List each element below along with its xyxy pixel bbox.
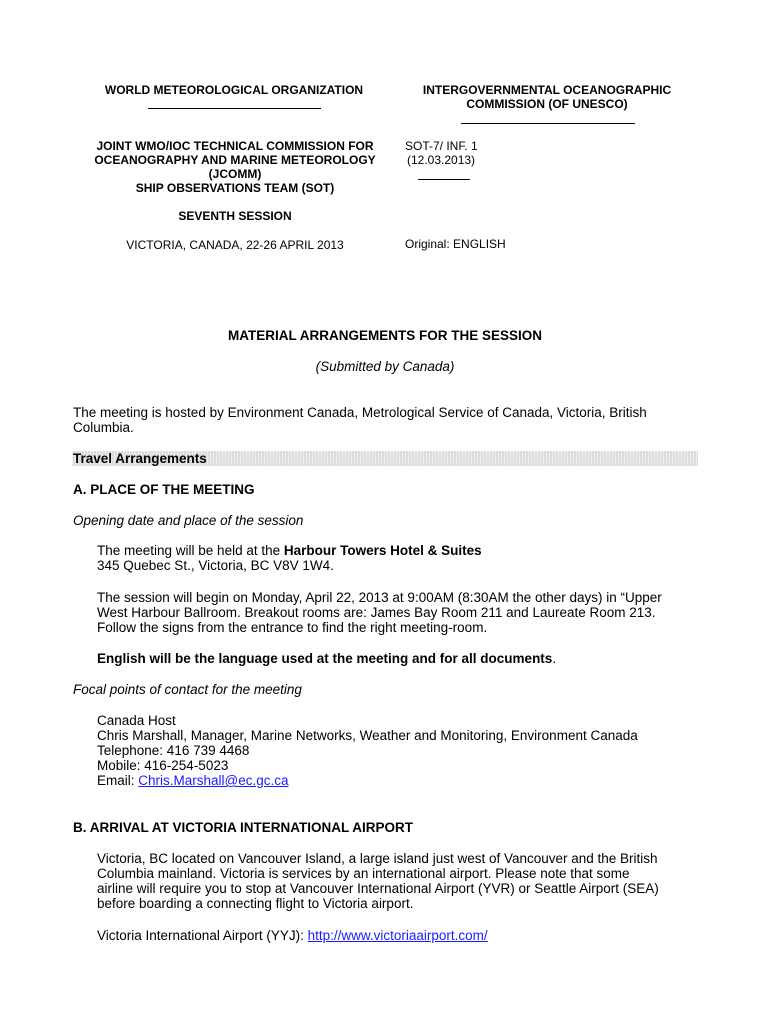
arrival-line-3: airline will require you to stop at Vancouver International Airport (YVR) or Seattle Airport (SEA) — [97, 881, 659, 896]
original-language: Original: ENGLISH — [405, 237, 506, 251]
language-note-end: . — [552, 651, 557, 666]
doc-date: (12.03.2013) — [407, 153, 476, 167]
intro-line-2: Columbia. — [73, 420, 134, 435]
org-right-line1: INTERGOVERNMENTAL OCEANOGRAPHIC — [422, 83, 672, 97]
venue-address: 345 Quebec St., Victoria, BC V8V 1W4. — [97, 558, 334, 573]
intro-line-1: The meeting is hosted by Environment Canada, Metrological Service of Canada, Victoria, British — [73, 405, 647, 420]
airport-line — [97, 928, 488, 943]
contact-name: Chris Marshall, Manager, Marine Networks, Weather and Monitoring, Environment Canada — [97, 728, 638, 743]
arrival-line-2: Columbia mainland. Victoria is services by an international airport. Please note that some — [97, 866, 630, 881]
language-note — [97, 651, 556, 666]
doc-ref-rule — [418, 179, 470, 180]
doc-reference: SOT-7/ INF. 1 — [405, 139, 478, 153]
commission-line-2: OCEANOGRAPHY AND MARINE METEOROLOGY — [94, 153, 376, 167]
contact-role: Canada Host — [97, 713, 176, 728]
session-label: SEVENTH SESSION — [178, 209, 292, 223]
section-a-heading: A. PLACE OF THE MEETING — [73, 482, 255, 497]
airport-url-link[interactable]: http://www.victoriaairport.com/ — [307, 928, 488, 943]
section-b-heading: B. ARRIVAL AT VICTORIA INTERNATIONAL AIRPORT — [73, 820, 413, 835]
org-right-line2: COMMISSION (OF UNESCO) — [466, 97, 628, 111]
travel-arrangements-heading: Travel Arrangements — [73, 451, 207, 466]
schedule-line-1: The session will begin on Monday, April 22, 2013 at 9:00AM (8:30AM the other days) in “Upper — [97, 590, 662, 605]
language-note-text: English will be the language used at the meeting and for all documents — [97, 651, 553, 666]
contact-subheading: Focal points of contact for the meeting — [73, 682, 302, 697]
venue-line — [97, 543, 482, 558]
contact-mobile: Mobile: 416-254-5023 — [97, 758, 229, 773]
org-left-rule — [148, 108, 321, 109]
commission-line-4: SHIP OBSERVATIONS TEAM (SOT) — [135, 181, 335, 195]
section-a-subheading: Opening date and place of the session — [73, 513, 304, 528]
schedule-line-2: West Harbour Ballroom. Breakout rooms are: James Bay Room 211 and Laureate Room 213. — [97, 605, 656, 620]
contact-email-link[interactable]: Chris.Marshall@ec.gc.ca — [138, 773, 289, 788]
submitted-by: (Submitted by Canada) — [315, 359, 455, 374]
contact-phone: Telephone: 416 739 4468 — [97, 743, 250, 758]
arrival-line-1: Victoria, BC located on Vancouver Island, a large island just west of Vancouver and the British — [97, 851, 658, 866]
session-location: VICTORIA, CANADA, 22-26 APRIL 2013 — [126, 238, 344, 252]
commission-line-3: (JCOMM) — [208, 167, 262, 181]
venue-prefix: The meeting will be held at the — [97, 543, 284, 558]
commission-line-1: JOINT WMO/IOC TECHNICAL COMMISSION FOR — [96, 139, 374, 153]
org-right-rule — [461, 123, 635, 124]
arrival-line-4: before boarding a connecting flight to Victoria airport. — [97, 896, 414, 911]
airport-label: Victoria International Airport (YYJ): — [97, 928, 308, 943]
schedule-line-3: Follow the signs from the entrance to find the right meeting-room. — [97, 620, 488, 635]
contact-email-line — [97, 773, 289, 788]
contact-email-label: Email: — [97, 773, 139, 788]
org-left: WORLD METEOROLOGICAL ORGANIZATION — [104, 83, 364, 97]
page-title: MATERIAL ARRANGEMENTS FOR THE SESSION — [227, 328, 542, 343]
venue-name: Harbour Towers Hotel & Suites — [283, 543, 482, 558]
